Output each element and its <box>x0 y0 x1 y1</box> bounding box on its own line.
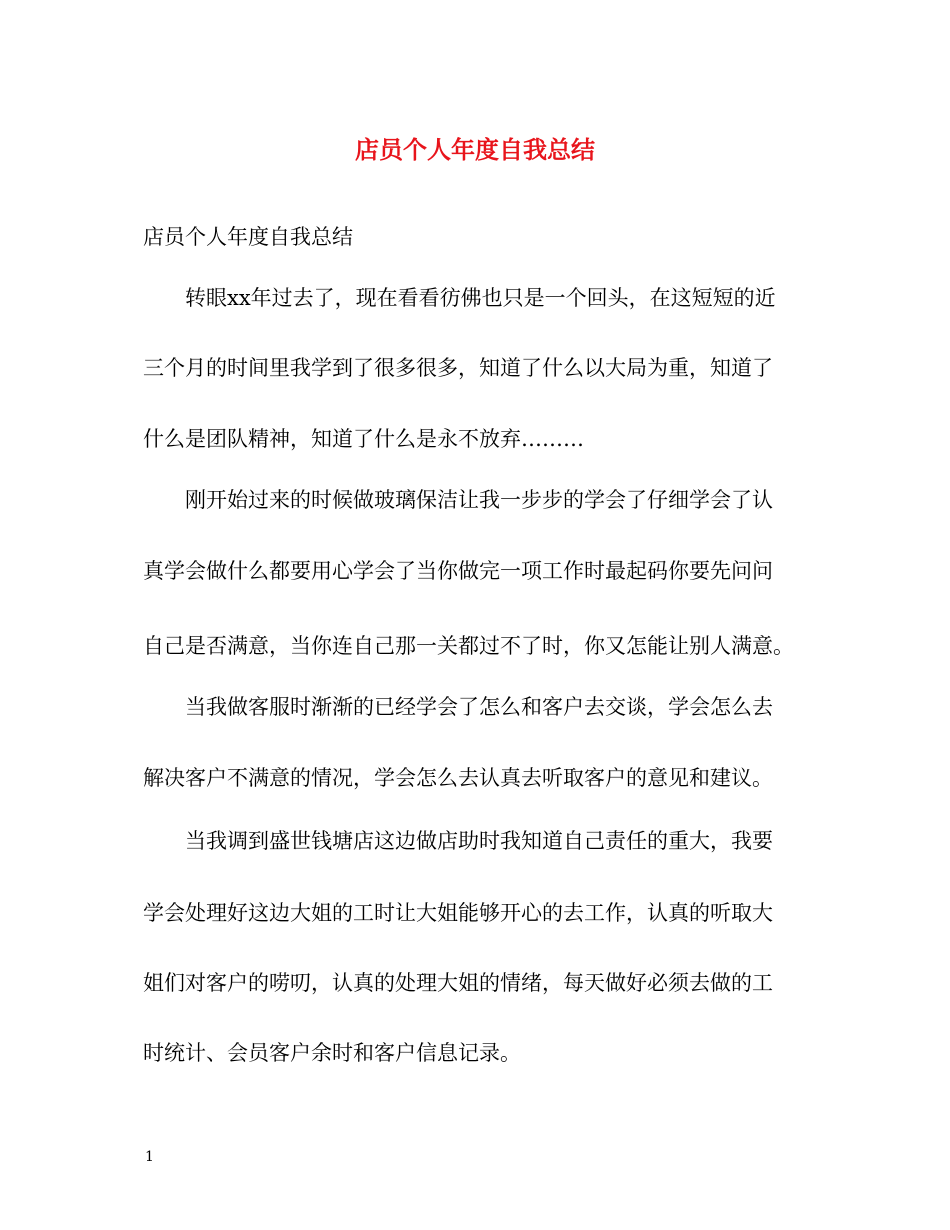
paragraph-4-line-1: 当我调到盛世钱塘店这边做店助时我知道自己责任的重大，我要 <box>185 829 773 853</box>
paragraph-2-line-1: 刚开始过来的时候做玻璃保洁让我一步步的学会了仔细学会了认 <box>185 488 773 512</box>
document-title: 店员个人年度自我总结 <box>355 135 595 164</box>
paragraph-1-line-2: 三个月的时间里我学到了很多很多，知道了什么以大局为重，知道了 <box>143 356 773 380</box>
paragraph-2-line-3: 自己是否满意，当你连自己那一关都过不了时，你又怎能让别人满意。 <box>143 634 794 658</box>
document-subtitle: 店员个人年度自我总结 <box>143 225 353 249</box>
paragraph-3-line-2: 解决客户不满意的情况，学会怎么去认真去听取客户的意见和建议。 <box>143 766 773 790</box>
paragraph-1-line-3: 什么是团队精神，知道了什么是永不放弃……… <box>143 427 584 451</box>
paragraph-4-line-2: 学会处理好这边大姐的工时让大姐能够开心的去工作，认真的听取大 <box>143 901 773 925</box>
page-number: 1 <box>145 1149 154 1165</box>
paragraph-2-line-2: 真学会做什么都要用心学会了当你做完一项工作时最起码你要先问问 <box>143 559 773 583</box>
paragraph-1-line-1: 转眼xx年过去了，现在看看彷佛也只是一个回头，在这短短的近 <box>185 286 776 310</box>
paragraph-4-line-3: 姐们对客户的唠叨，认真的处理大姐的情绪，每天做好必须去做的工 <box>143 971 773 995</box>
paragraph-3-line-1: 当我做客服时渐渐的已经学会了怎么和客户去交谈，学会怎么去 <box>185 695 773 719</box>
paragraph-4-line-4: 时统计、会员客户余时和客户信息记录。 <box>143 1041 521 1065</box>
